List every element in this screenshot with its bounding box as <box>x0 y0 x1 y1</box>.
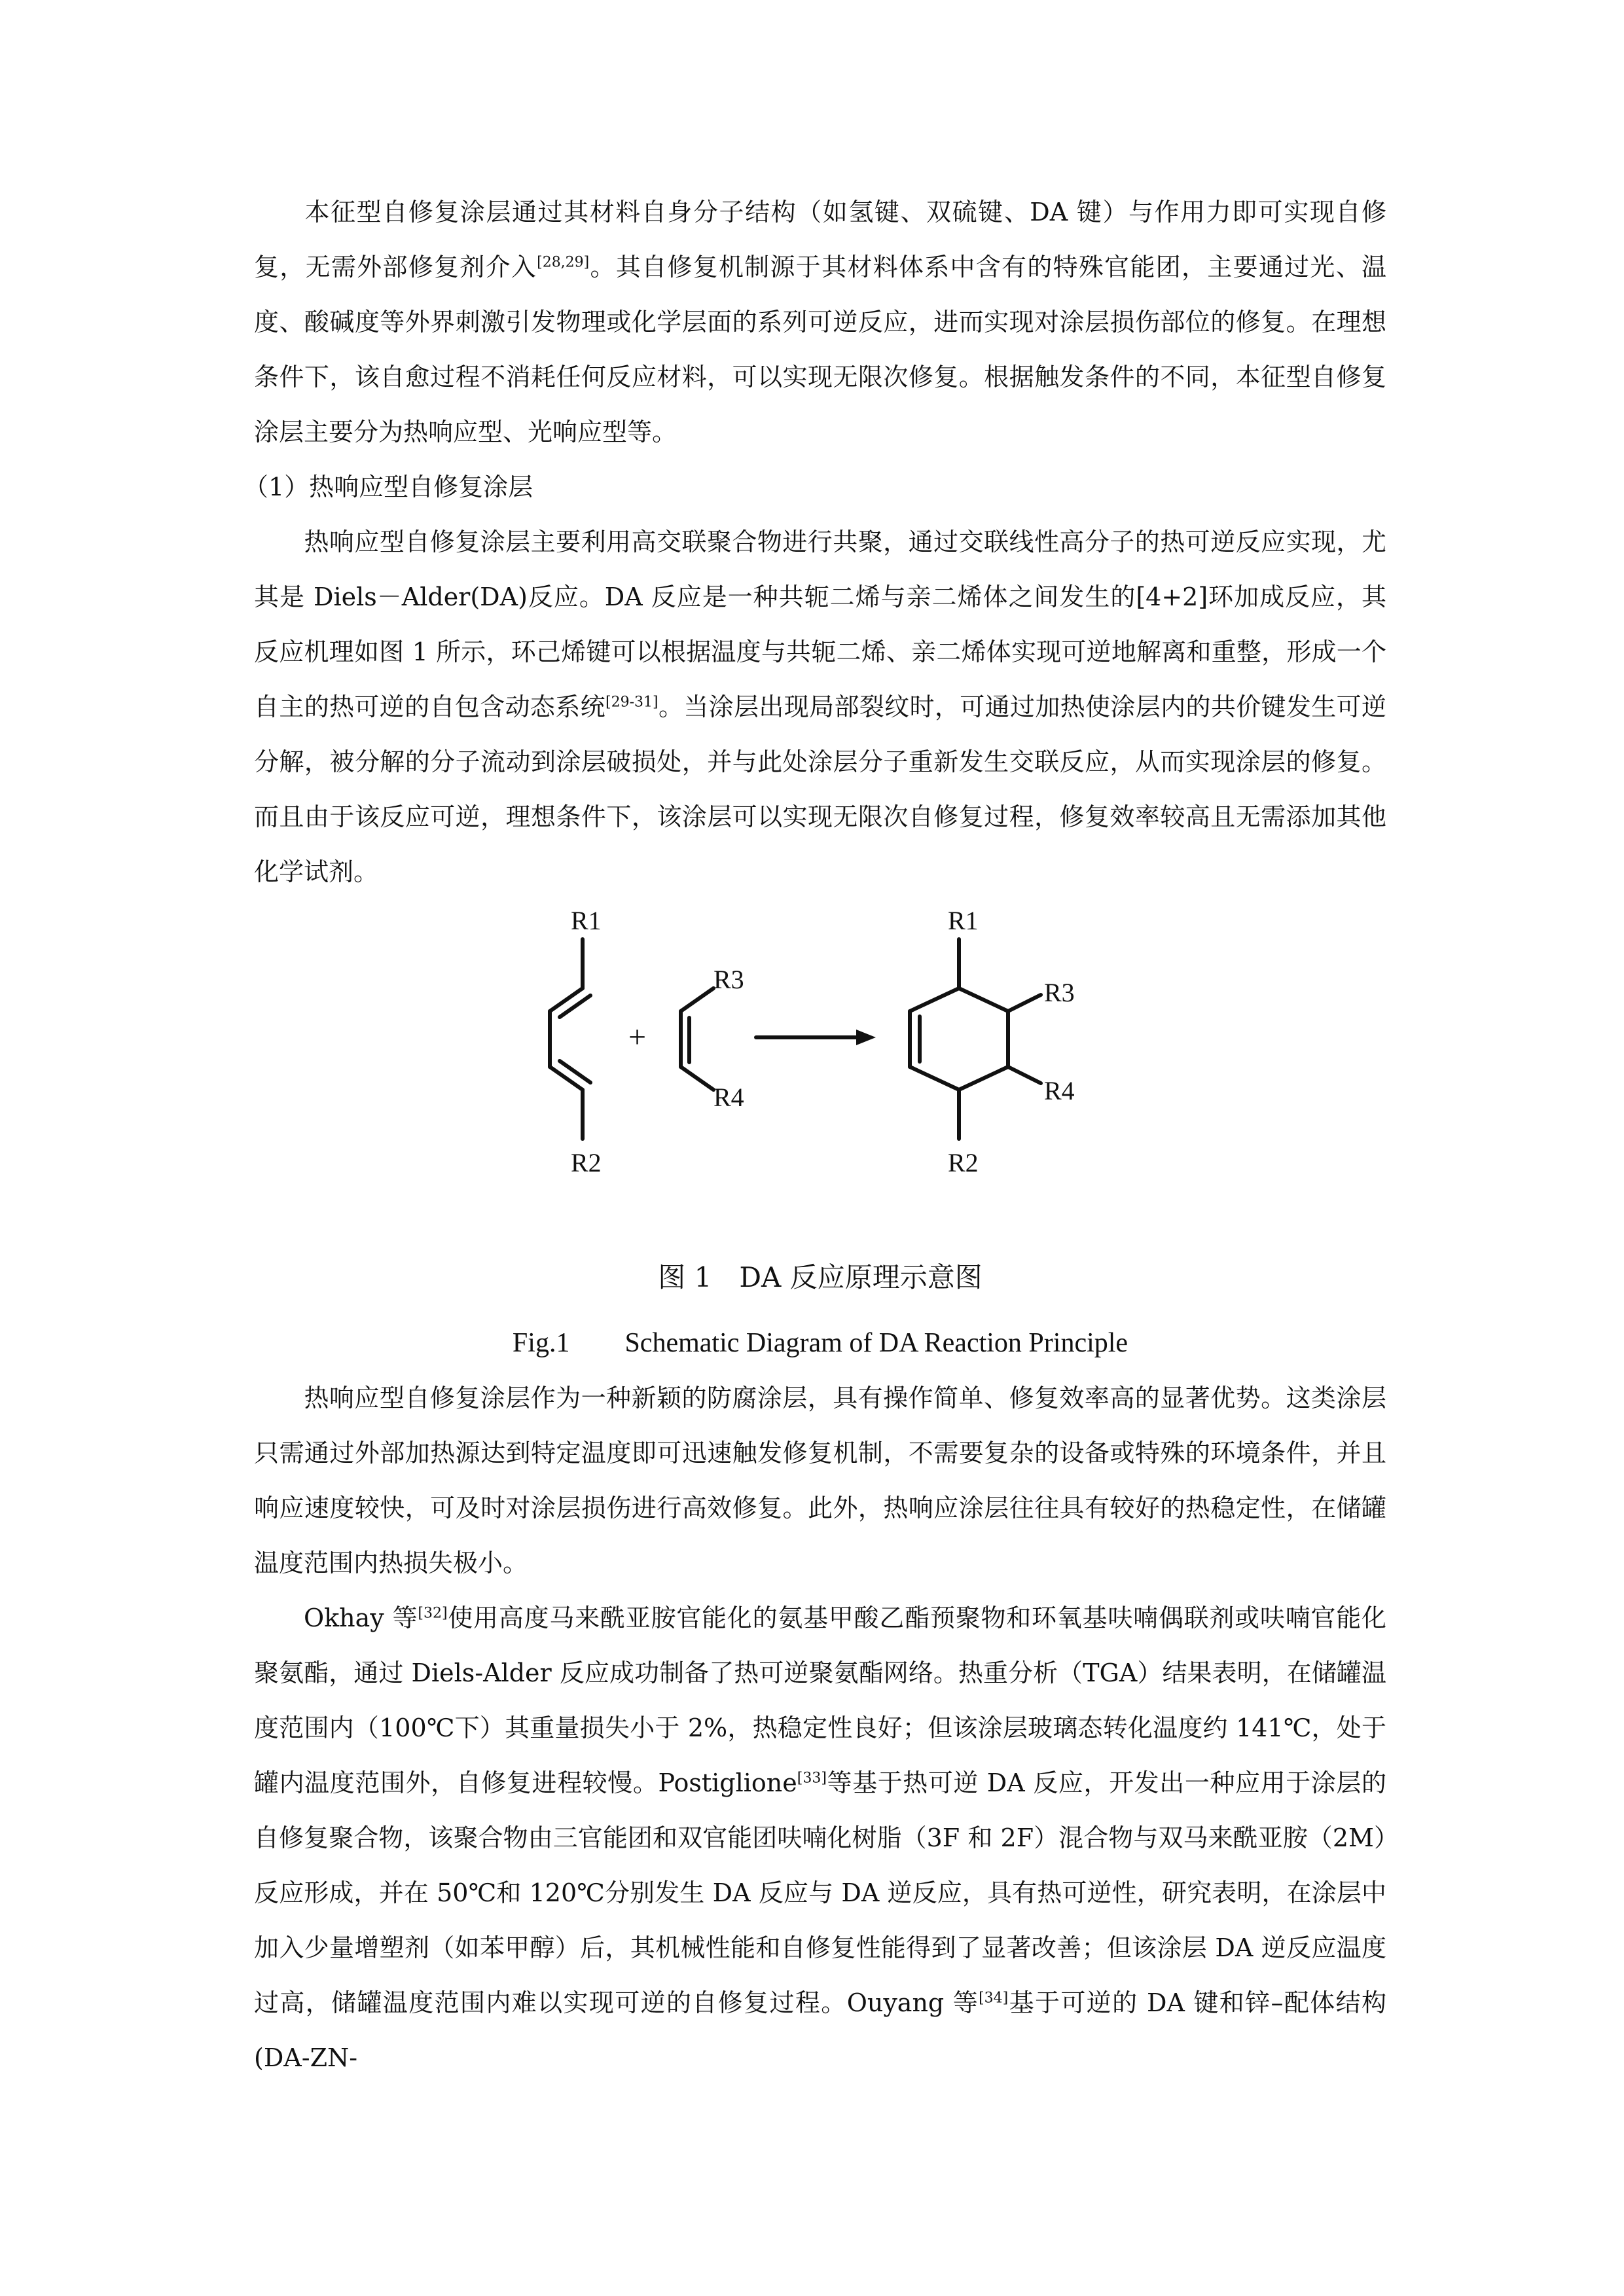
para3-text: 热响应型自修复涂层作为一种新颖的防腐涂层，具有操作简单、修复效率高的显著优势。这类涂层只需通过外部加热源达到特定温度即可迅速触发修复机制，不需要复杂的设备或特殊的环境条件，并且响应速度较快，可及时对涂层损伤进行高效修复。此外，热响应涂层往往具有较好的热稳定性，在储罐温度范围内热损失极小。 <box>254 1384 1386 1577</box>
para4-text: Okhay 等 <box>304 1604 418 1632</box>
section-heading: （1）热响应型自修复涂层 <box>244 473 533 501</box>
citation: [32] <box>418 1605 448 1622</box>
dienophile-bond <box>681 1067 713 1090</box>
label-r3-product: R3 <box>1044 978 1075 1007</box>
ring-substituent-bond <box>1008 995 1041 1011</box>
label-r3-dienophile: R3 <box>713 965 744 994</box>
da-reaction-scheme <box>497 880 1126 1181</box>
ring-bond <box>910 1067 959 1090</box>
label-r4-dienophile: R4 <box>713 1083 744 1112</box>
da-reaction-figure <box>497 880 1126 1181</box>
label-r2-product: R2 <box>948 1148 979 1177</box>
label-r2-diene: R2 <box>571 1148 602 1177</box>
paragraph-advantages <box>254 1371 1386 1590</box>
plus-sign: + <box>628 1020 647 1054</box>
diene-bond <box>550 988 583 1011</box>
diene-bond <box>550 1067 583 1090</box>
para2-text-cont: 。当涂层出现局部裂纹时，可通过加热使涂层内的共价键发生可逆分解，被分解的分子流动到涂层破损处，并与此处涂层分子重新发生交联反应，从而实现涂层的修复。而且由于该反应可逆，理想条件下，该涂层可以实现无限次自修复过程，修复效率较高且无需添加其他化学试剂。 <box>254 692 1386 886</box>
para4-text-cont: 使用高度马来酰亚胺官能化的氨基甲酸乙酯预聚物和环氧基呋喃偶联剂或呋喃官能化聚氨酯，通过 Diels-Alder 反应成功制备了热可逆聚氨酯网络。热重分析（TGA）结果表明，在储罐温度范围内（100℃下）其重量损失小于 2%，热稳定性良好；但该涂层玻璃态转化温度约 141℃，处于罐内温度范围外，自修复进程较慢。Postiglione <box>254 1604 1386 1797</box>
paragraph-thermal-response <box>254 514 1386 899</box>
citation: [33] <box>797 1770 827 1787</box>
ring-bond <box>910 988 959 1011</box>
label-r1-product: R1 <box>948 906 979 935</box>
paragraph-literature-review <box>254 1590 1386 2085</box>
arrow-head <box>856 1030 876 1045</box>
label-r4-product: R4 <box>1044 1076 1075 1105</box>
figure-caption-english: Fig.1 Schematic Diagram of DA Reaction Principle <box>512 1328 1128 1358</box>
para1-text: 本征型自修复涂层通过其材料自身分子结构（如氢键、双硫键、DA 键）与作用力即可实现自修复，无需外部修复剂介入 <box>254 198 1386 281</box>
para1-text-cont: 。其自修复机制源于其材料体系中含有的特殊官能团，主要通过光、温度、酸碱度等外界刺激引发物理或化学层面的系列可逆反应，进而实现对涂层损伤部位的修复。在理想条件下，该自愈过程不消耗任何反应材料，可以实现无限次修复。根据触发条件的不同，本征型自修复涂层主要分为热响应型、光响应型等。 <box>254 253 1386 446</box>
dienophile-bond <box>681 988 713 1011</box>
citation: [28,29] <box>537 254 590 271</box>
paragraph-intrinsic-self-healing <box>254 185 1386 459</box>
para2-text: 热响应型自修复涂层主要利用高交联聚合物进行共聚，通过交联线性高分子的热可逆反应实现，尤其是 Diels－Alder(DA)反应。DA 反应是一种共轭二烯与亲二烯体之间发生的[4+2]环加成反应，其反应机理如图 1 所示，环己烯键可以根据温度与共轭二烯、亲二烯体实现可逆地解离和重整，形成一个自主的热可逆的自包含动态系统 <box>254 528 1386 721</box>
ring-bond <box>959 1067 1008 1090</box>
citation: [34] <box>979 1990 1009 2007</box>
ring-bond <box>959 988 1008 1011</box>
para4-text-cont3: 基于可逆的 DA 键和锌–配体结构(DA-ZN- <box>254 1988 1386 2072</box>
citation: [29-31] <box>605 694 659 711</box>
ring-substituent-bond <box>1008 1067 1041 1083</box>
figure-caption-chinese: 图 1 DA 反应原理示意图 <box>658 1261 983 1293</box>
label-r1-diene: R1 <box>571 906 602 935</box>
para4-text-cont2: 等基于热可逆 DA 反应，开发出一种应用于涂层的自修复聚合物，该聚合物由三官能团和双官能团呋喃化树脂（3F 和 2F）混合物与双马来酰亚胺（2M）反应形成，并在 50℃和 120℃分别发生 DA 反应与 DA 逆反应，具有热可逆性，研究表明，在涂层中加入少量增塑剂（如苯甲醇）后，其机械性能和自修复性能得到了显著改善；但该涂层 DA 逆反应温度过高，储罐温度范围内难以实现可逆的自修复过程。Ouyang 等 <box>254 1768 1386 2017</box>
